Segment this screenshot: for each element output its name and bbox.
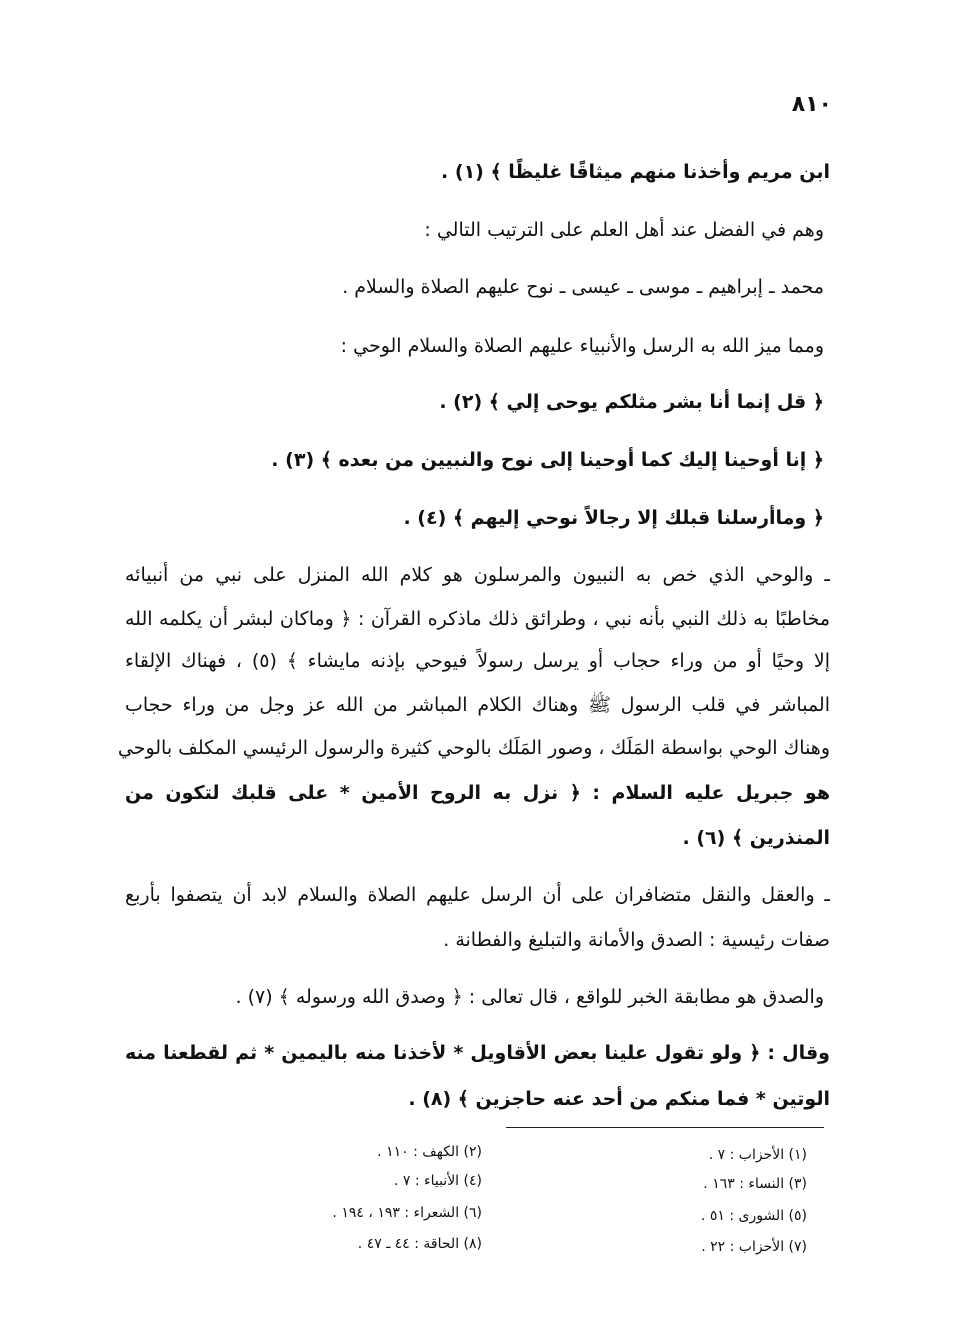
text-line: صفات رئيسية : الصدق والأمانة والتبليغ والفطانة . — [443, 929, 830, 951]
quran-verse-line: ﴿ قل إنما أنا بشر مثلكم يوحى إلي ﴾ (٢) . — [439, 391, 824, 413]
text-line: هو جبريل عليه السلام : ﴿ نزل به الروح الأمين * على قلبك لتكون من — [125, 782, 830, 804]
quran-verse-line: ﴿ وماأرسلنا قبلك إلا رجالاً نوحي إليهم ﴾ (٤) . — [403, 507, 824, 529]
text-line: المنذرين ﴾ (٦) . — [682, 827, 830, 849]
text-line: المباشر في قلب الرسول ﷺ وهناك الكلام المباشر من الله عز وجل من وراء حجاب — [125, 694, 830, 716]
footnote: (٤) الأنبياء : ٧ . — [393, 1173, 482, 1189]
quran-verse-line: ﴿ إنا أوحينا إليك كما أوحينا إلى نوح والنبيين من بعده ﴾ (٣) . — [271, 449, 824, 471]
text-line: ـ والعقل والنقل متضافران على أن الرسل عليهم الصلاة والسلام لابد أن يتصفوا بأربع — [125, 884, 830, 906]
text-line: ـ والوحي الذي خص به النبيون والمرسلون هو كلام الله المنزل على نبي من أنبيائه — [125, 564, 830, 586]
footnote-separator — [506, 1127, 824, 1128]
footnote: (٣) النساء : ١٦٣ . — [703, 1176, 807, 1192]
text-line: ومما ميز الله به الرسل والأنبياء عليهم الصلاة والسلام الوحي : — [340, 335, 824, 357]
text-line: إلا وحيًا أو من وراء حجاب أو يرسل رسولاً فيوحي بإذنه مايشاء ﴾ (٥) ، فهناك الإلقاء — [125, 650, 830, 672]
text-line: الوتين * فما منكم من أحد عنه حاجزين ﴾ (٨) . — [408, 1088, 830, 1110]
footnote: (٦) الشعراء : ١٩٣ ، ١٩٤ . — [332, 1205, 482, 1221]
footnote: (٢) الكهف : ١١٠ . — [377, 1144, 482, 1160]
footnote: (٧) الأحزاب : ٢٢ . — [701, 1239, 807, 1255]
footnote: (١) الأحزاب : ٧ . — [708, 1147, 807, 1163]
footnote: (٥) الشورى : ٥١ . — [700, 1208, 807, 1224]
text-line: وهناك الوحي بواسطة المَلَك ، وصور المَلَك بالوحي كثيرة والرسول الرئيسي المكلف بالوحي — [117, 737, 830, 759]
text-line: والصدق هو مطابقة الخبر للواقع ، قال تعالى : ﴿ وصدق الله ورسوله ﴾ (٧) . — [235, 986, 824, 1008]
text-line: مخاطبًا به ذلك النبي بأنه نبي ، وطرائق ذلك ماذكره القرآن : ﴿ وماكان لبشر أن يكلمه الله — [125, 608, 830, 630]
text-line: ابن مريم وأخذنا منهم ميثاقًا غليظًا ﴾ (١) . — [441, 161, 830, 183]
footnote: (٨) الحاقة : ٤٤ ـ ٤٧ . — [357, 1236, 482, 1252]
text-line: وقال : ﴿ ولو تقول علينا بعض الأقاويل * لأخذنا منه باليمين * ثم لقطعنا منه — [125, 1042, 830, 1064]
text-line: وهم في الفضل عند أهل العلم على الترتيب التالي : — [424, 219, 824, 241]
page-number: ٨١٠ — [791, 92, 832, 117]
text-line: محمد ـ إبراهيم ـ موسى ـ عيسى ـ نوح عليهم الصلاة والسلام . — [342, 276, 824, 298]
